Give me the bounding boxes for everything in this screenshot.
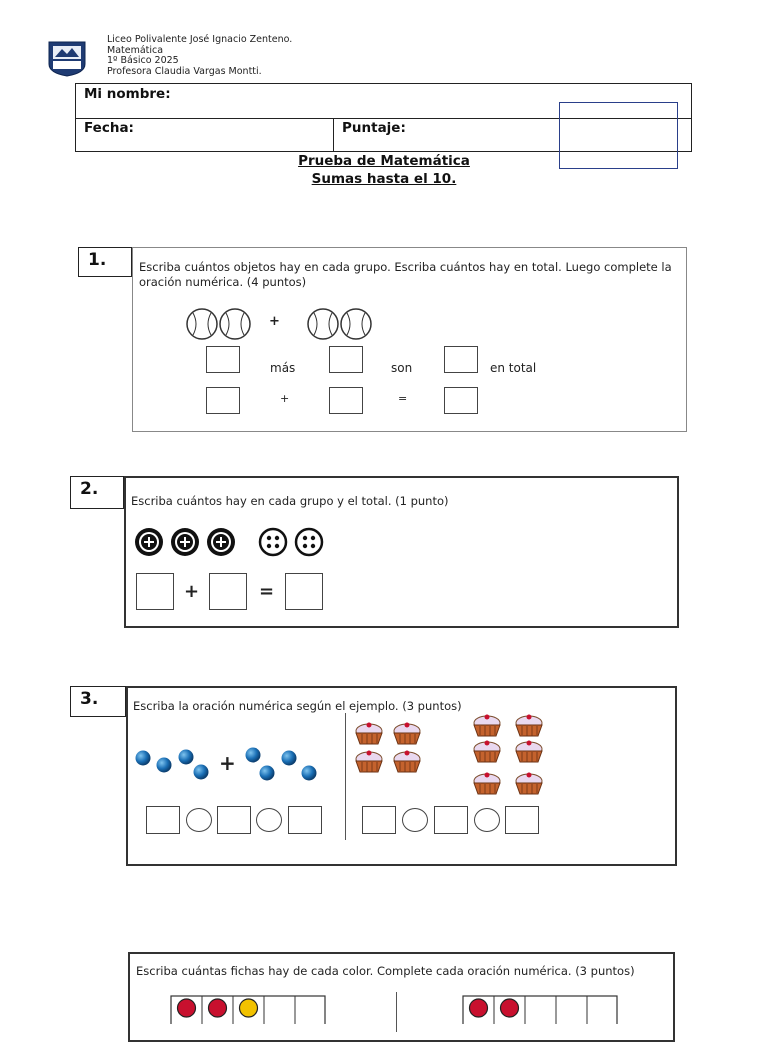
grade-year: 1º Básico 2025: [107, 55, 179, 66]
table-divider-vertical: [333, 118, 334, 151]
answer-box[interactable]: [362, 806, 396, 834]
cupcake-groups: [352, 714, 552, 798]
operator-circle[interactable]: [186, 808, 212, 832]
answer-box[interactable]: [285, 573, 323, 610]
equals-sign: =: [259, 581, 275, 602]
answer-box[interactable]: [329, 346, 363, 373]
question-4-instruction: Escriba cuántas fichas hay de cada color. Complete cada oración numérica. (3 puntos): [136, 964, 635, 978]
button-group: [133, 526, 333, 558]
answer-box[interactable]: [209, 573, 247, 610]
question-1-number: 1.: [78, 247, 132, 277]
score-label: Puntaje:: [342, 120, 406, 136]
answer-box[interactable]: [136, 573, 174, 610]
school-name: Liceo Polivalente José Ignacio Zenteno.: [107, 34, 293, 45]
question-2-number: 2.: [70, 476, 124, 509]
word-son: son: [391, 361, 413, 375]
column-divider: [396, 992, 397, 1032]
answer-box[interactable]: [434, 806, 468, 834]
school-info: [107, 35, 292, 77]
baseball-group-2: [306, 307, 376, 341]
question-3-number: 3.: [70, 686, 126, 717]
plus-sign: +: [184, 581, 200, 602]
answer-box[interactable]: [146, 806, 180, 834]
plus-sign: +: [219, 751, 236, 775]
exam-subtitle: Sumas hasta el 10.: [311, 171, 457, 187]
exam-title: Prueba de Matemática: [298, 153, 470, 169]
question-3-instruction: Escriba la oración numérica según el ejemplo. (3 puntos): [133, 699, 462, 713]
chip-frame-right: [462, 995, 618, 1024]
column-divider: [345, 713, 346, 840]
subject: Matemática: [107, 44, 164, 56]
answer-box[interactable]: [329, 387, 363, 414]
dark-button-icon: [135, 528, 163, 556]
question-1-instruction: Escriba cuántos objetos hay en cada grupo. Escriba cuántos hay en total. Luego complete la oración numérica. (4 puntos): [139, 260, 672, 289]
name-label: Mi nombre:: [84, 86, 171, 102]
question-2-instruction: Escriba cuántos hay en cada grupo y el total. (1 punto): [131, 494, 449, 508]
word-en-total: en total: [490, 361, 537, 375]
answer-box[interactable]: [505, 806, 539, 834]
operator-circle[interactable]: [402, 808, 428, 832]
equals-sign: =: [398, 392, 408, 405]
answer-box[interactable]: [206, 387, 240, 414]
school-logo: [47, 40, 87, 77]
answer-box[interactable]: [217, 806, 251, 834]
operator-circle[interactable]: [256, 808, 282, 832]
plus-sign: +: [269, 314, 280, 329]
word-mas: más: [270, 361, 296, 375]
baseball-group-1: [185, 307, 255, 341]
plus-sign: +: [280, 392, 290, 405]
answer-box[interactable]: [288, 806, 322, 834]
date-label: Fecha:: [84, 120, 134, 136]
answer-box[interactable]: [206, 346, 240, 373]
operator-circle[interactable]: [474, 808, 500, 832]
answer-box[interactable]: [444, 387, 478, 414]
chip-frame-left: [170, 995, 326, 1024]
answer-box[interactable]: [444, 346, 478, 373]
teacher-name: Profesora Claudia Vargas Montti.: [107, 65, 262, 77]
